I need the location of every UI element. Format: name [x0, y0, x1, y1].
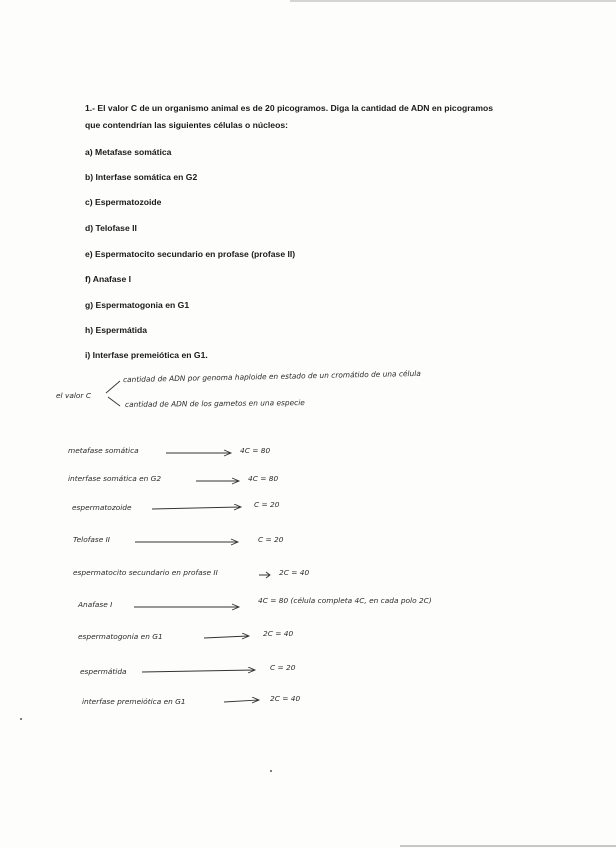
- answer-term: Telofase II: [73, 535, 110, 544]
- question-item-b: b) Interfase somática en G2: [85, 172, 198, 182]
- answer-term: espermatocito secundario en profase II: [73, 568, 218, 577]
- answer-term: espermatogonia en G1: [78, 632, 163, 641]
- answer-term: espermatozoide: [72, 503, 132, 512]
- question-item-e: e) Espermatocito secundario en profase (profase II): [85, 249, 296, 259]
- arrow-icon: [166, 449, 236, 457]
- answer-value: 2C = 40: [263, 629, 294, 638]
- answer-value: 2C = 40: [279, 568, 310, 577]
- answer-value: C = 20: [258, 535, 284, 544]
- arrow-icon: [204, 633, 254, 641]
- answer-value: C = 20: [270, 663, 296, 672]
- arrow-icon: [142, 667, 260, 675]
- answer-value: 2C = 40: [270, 694, 301, 703]
- question-item-g: g) Espermatogonia en G1: [85, 300, 190, 310]
- answer-value: 4C = 80 (célula completa 4C, en cada polo 2C): [258, 596, 432, 605]
- answer-value: 4C = 80: [240, 446, 271, 455]
- question-item-f: f) Anafase I: [85, 274, 132, 284]
- answer-term: interfase somática en G2: [68, 474, 162, 483]
- question-item-d: d) Telofase II: [85, 223, 137, 233]
- arrow-icon: [152, 504, 248, 512]
- scan-speck: [270, 770, 272, 772]
- scan-edge-top: [290, 0, 616, 2]
- question-item-a: a) Metafase somática: [85, 147, 172, 157]
- question-item-h: h) Espermátida: [85, 325, 148, 335]
- question-item-c: c) Espermatozoide: [85, 197, 162, 207]
- answer-term: Anafase I: [78, 600, 113, 609]
- c-value-definition-1: cantidad de ADN por genoma haploide en estado de un cromátido de una célula: [122, 368, 421, 385]
- c-value-label: el valor C: [56, 391, 91, 400]
- arrow-icon: [135, 538, 243, 546]
- c-value-definition-2: cantidad de ADN de los gametos en una especie: [124, 398, 305, 409]
- answer-term: interfase premeiótica en G1: [82, 697, 186, 706]
- scan-edge-bottom: [400, 845, 616, 847]
- arrow-icon: [134, 603, 244, 611]
- problem-statement: 1.- El valor C de un organismo animal es de 20 picogramos. Diga la cantidad de ADN en picogramos que contendrían las siguientes células o núcleos:: [85, 103, 493, 130]
- question-item-i: i) Interfase premeiótica en G1.: [85, 350, 208, 360]
- answer-term: espermátida: [80, 667, 127, 676]
- answer-term: metafase somática: [68, 446, 139, 455]
- scan-speck: [20, 718, 22, 720]
- brace-lines: [104, 375, 124, 409]
- arrow-icon: [196, 477, 244, 485]
- arrow-icon: [224, 697, 264, 705]
- arrow-icon: [259, 571, 273, 579]
- answer-value: C = 20: [254, 500, 280, 509]
- answer-value: 4C = 80: [248, 474, 279, 483]
